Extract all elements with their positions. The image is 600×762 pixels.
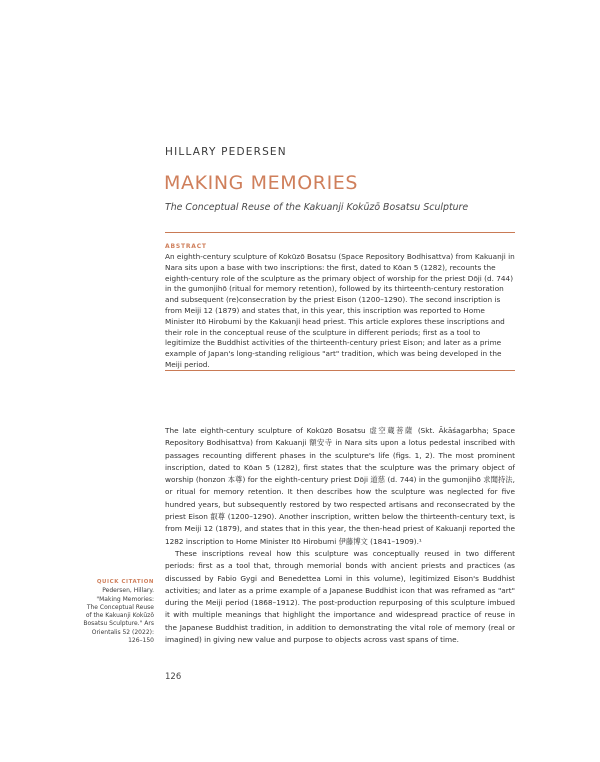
quick-citation-line: Pedersen, Hillary. [102, 587, 154, 595]
article-body [165, 425, 515, 646]
quick-citation-line: "Making Memories: [96, 595, 154, 603]
abstract-top-divider [165, 232, 515, 233]
abstract-text: An eighth-century sculpture of Kokūzō Bosatsu (Space Repository Bodhisattva) from Kakuanji in Nara sits upon a base with two inscriptions: the first, dated to Kōan 5 (1282), recounts the eighth-century role of the sculpture as the primary object of worship for the priest Dōji (d. 744) in the gumonjihō (ritual for memory retention), followed by its thirteenth-century restoration and subsequent (re)consecration by the priest Eison (1200–1290). The second inscription is from Meiji 12 (1879) and states that, in this year, this inscription was reported to Home Minister Itō Hirobumi by the Kakuanji head priest. This article explores these inscriptions and their role in the conceptual reuse of the sculpture in different periods; first as a tool to legitimize the Buddhist activities of the thirteenth-century priest Eison; and later as a prime example of Japan's long-standing religious "art" tradition, which was being developed in the Meiji period. [165, 252, 515, 369]
quick-citation-line: The Conceptual Reuse [86, 603, 154, 611]
abstract-label: ABSTRACT [165, 243, 207, 250]
author-name: HILLARY PEDERSEN [165, 146, 287, 158]
body-paragraph-2: These inscriptions reveal how this sculpture was conceptually reused in two different periods: first as a tool that, through memorial bonds with ancient priests and practices (as discussed by Fabio Gygi and Benedettea Lomi in this volume), legitimized Eison's Buddhist activities; and later as a prime example of a Japanese Buddhist icon that was reframed as "art" during the Meiji period (1868–1912). The post-production repurposing of this sculpture imbued it with multiple meanings that highlight the importance and widespread practice of reuse in the Japanese Buddhist tradition, in addition to demonstrating the vital role of memory (real or imagined) in giving new value and purpose to objects across vast spans of time. [165, 548, 515, 645]
quick-citation-line: Bosatsu Sculpture." Ars [83, 620, 154, 628]
quick-citation [80, 578, 154, 645]
quick-citation-line: Orientalis 52 (2022): [91, 628, 154, 636]
quick-citation-line: 126–150 [128, 637, 154, 645]
abstract-bottom-divider [165, 370, 515, 371]
article-title: MAKING MEMORIES [164, 172, 359, 194]
body-paragraph-1: The late eighth-century sculpture of Kokūzō Bosatsu 虚空蔵菩薩 (Skt. Ākāśagarbha; Space Repository Bodhisattva) from Kakuanji 額安寺 in Nara sits upon a lotus pedestal inscribed with passages recounting different phases in the sculpture's life (figs. 1, 2). The most prominent inscription, dated to Kōan 5 (1282), first states that the sculpture was the primary object of worship (honzon 本尊) for the eighth-century priest Dōji 道慈 (d. 744) in the gumonjihō 求聞持法, or ritual for memory retention. It then describes how the sculpture was neglected for five hundred years, but subsequently restored by two respected artisans and reconsecrated by the priest Eison 叡尊 (1200–1290). Another inscription, written below the thirteenth-century text, is from Meiji 12 (1879), and states that in this year, the then-head priest of Kakuanji reported the 1282 inscription to Home Minister Itō Hirobumi 伊藤博文 (1841–1909).¹ [165, 426, 515, 546]
article-subtitle: The Conceptual Reuse of the Kakuanji Kokūzō Bosatsu Sculpture [165, 202, 469, 213]
page-number: 126 [165, 672, 182, 682]
quick-citation-label: QUICK CITATION [96, 579, 154, 585]
quick-citation-line: of the Kakuanji Kokūzō [85, 612, 154, 620]
